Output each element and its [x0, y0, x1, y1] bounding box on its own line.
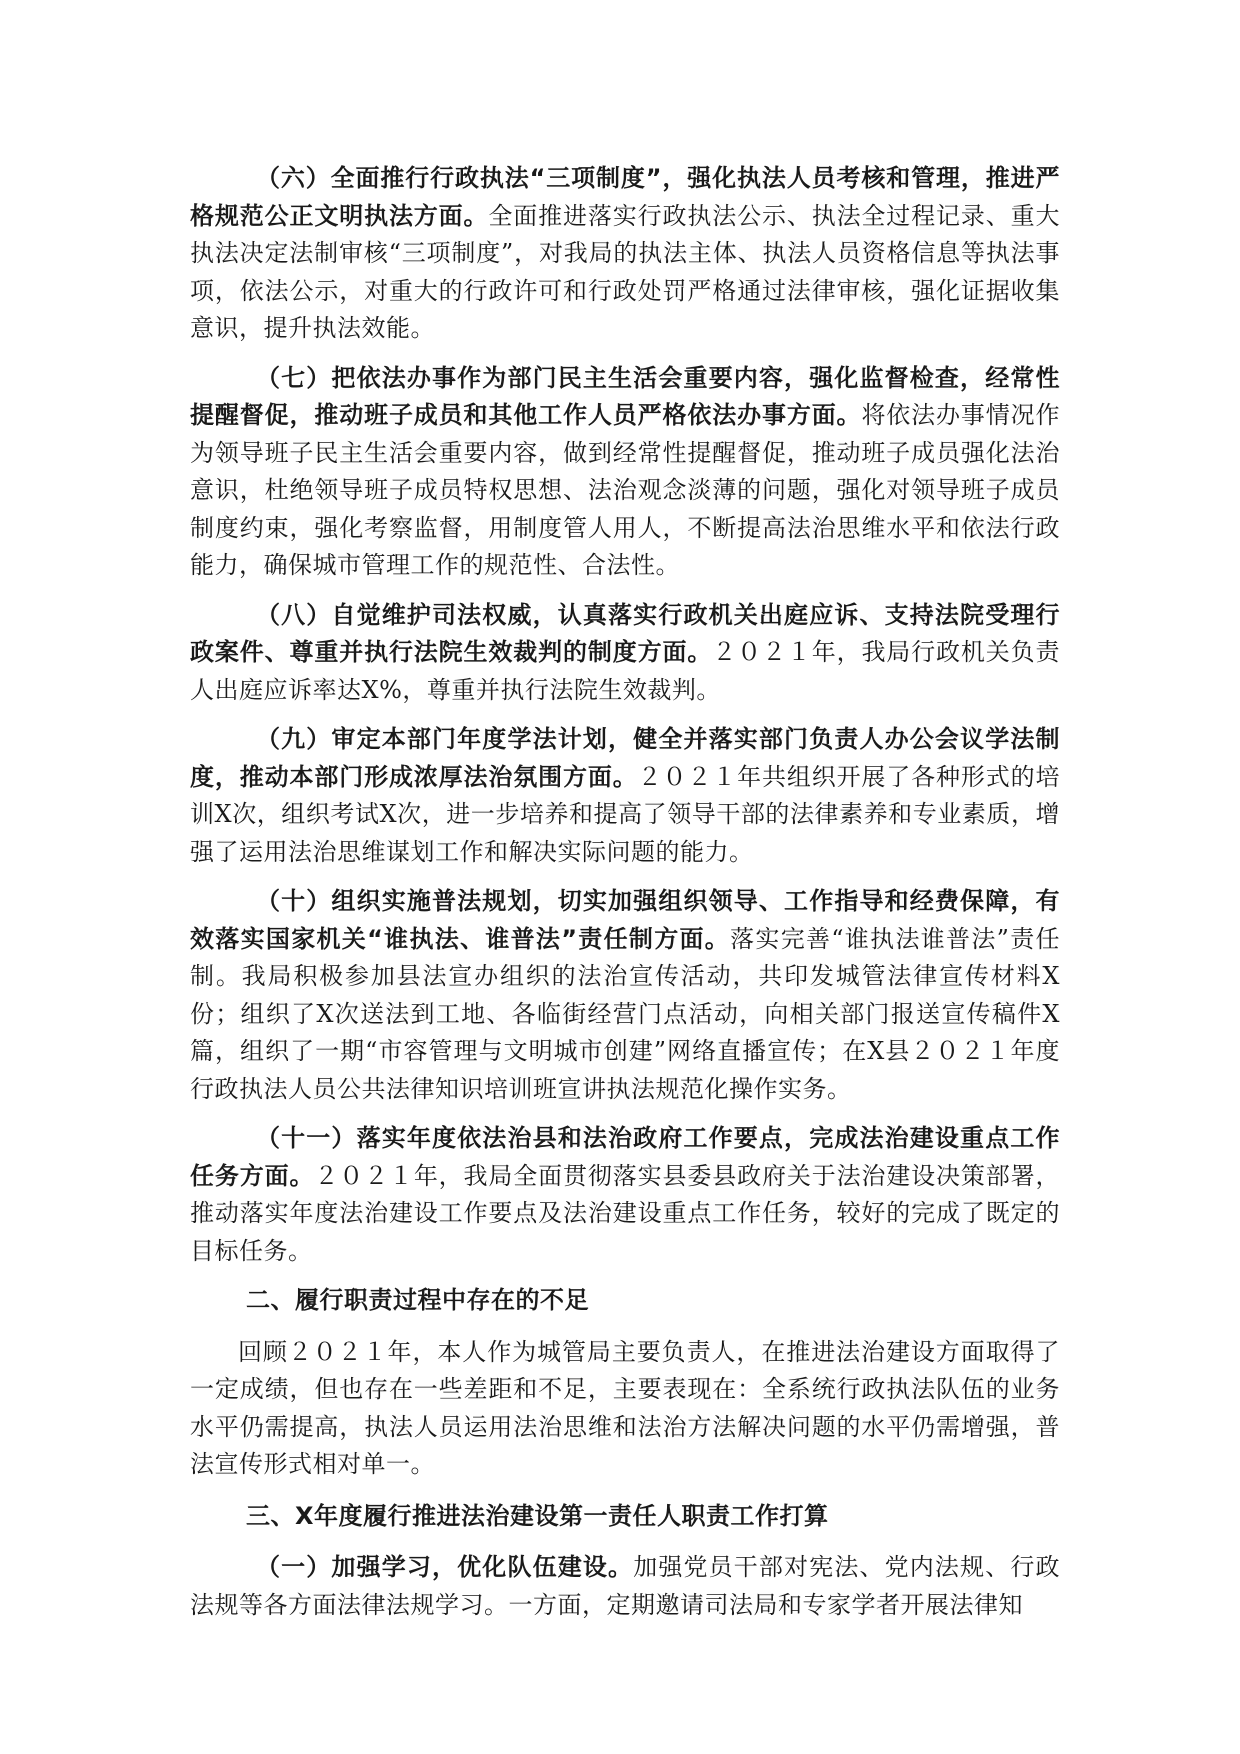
section-10-lead: （十）组织实施普法规划，切实加强组织领导、工作指导和经费保障，有效落实国家机关“谁执法、谁普法”责任制方面。	[190, 887, 1060, 953]
heading-shortcomings: 二、履行职责过程中存在的不足	[246, 1286, 589, 1314]
plan-section-1-lead: （一）加强学习，优化队伍建设。	[256, 1553, 634, 1581]
section-6	[190, 160, 1060, 348]
heading-work-plan: 三、X年度履行推进法治建设第一责任人职责工作打算	[246, 1501, 829, 1530]
section-9-body: ２０２１年共组织开展了各种形式的培训X次，组织考试X次，进一步培养和提高了领导干部的法律素养和专业素质，增强了运用法治思维谋划工作和解决实际问题的能力。	[190, 762, 1061, 866]
section-11	[190, 1120, 1060, 1270]
section-7-lead: （七）把依法办事作为部门民主生活会重要内容，强化监督检查，经常性提醒督促，推动班子成员和其他工作人员严格依法办事方面。	[190, 363, 1060, 429]
plan-section-1	[190, 1549, 1060, 1624]
section-6-body: 全面推进落实行政执法公示、执法全过程记录、重大执法决定法制审核“三项制度”，对我局的执法主体、执法人员资格信息等执法事项，依法公示，对重大的行政许可和行政处罚严格通过法律审核，强化证据收集意识，提升执法效能。	[190, 201, 1061, 342]
document-page	[190, 160, 1060, 1636]
shortcomings-text: 回顾２０２１年，本人作为城管局主要负责人，在推进法治建设方面取得了一定成绩，但也存在一些差距和不足，主要表现在：全系统行政执法队伍的业务水平仍需提高，执法人员运用法治思维和法治方法解决问题的水平仍需增强，普法宣传形式相对单一。	[190, 1337, 1060, 1478]
section-11-lead: （十一）落实年度依法治县和法治政府工作要点，完成法治建设重点工作任务方面。	[190, 1124, 1060, 1190]
section-7	[190, 360, 1060, 585]
plan-section-1-body: 加强党员干部对宪法、党内法规、行政法规等各方面法律法规学习。一方面，定期邀请司法局和专家学者开展法律知	[190, 1553, 1061, 1619]
section-9-lead: （九）审定本部门年度学法计划，健全并落实部门负责人办公会议学法制度，推动本部门形成浓厚法治氛围方面。	[190, 725, 1060, 791]
shortcomings-paragraph	[190, 1334, 1060, 1484]
section-10-body: 落实完善“谁执法谁普法”责任制。我局积极参加县法宣办组织的法治宣传活动，共印发城管法律宣传材料X份；组织了X次送法到工地、各临街经营门点活动，向相关部门报送宣传稿件X篇，组织了一期“市容管理与文明城市创建”网络直播宣传；在X县２０２１年度行政执法人员公共法律知识培训班宣讲执法规范化操作实务。	[190, 924, 1060, 1103]
section-11-body: ２０２１年，我局全面贯彻落实县委县政府关于法治建设决策部署，推动落实年度法治建设工作要点及法治建设重点工作任务，较好的完成了既定的目标任务。	[190, 1161, 1061, 1265]
section-9	[190, 721, 1060, 871]
section-6-lead: （六）全面推行行政执法“三项制度”，强化执法人员考核和管理，推进严格规范公正文明执法方面。	[190, 164, 1060, 230]
section-8-body: ２０２１年，我局行政机关负责人出庭应诉率达X%，尊重并执行法院生效裁判。	[190, 638, 1061, 704]
section-10	[190, 883, 1060, 1108]
section-8	[190, 597, 1060, 710]
section-8-lead: （八）自觉维护司法权威，认真落实行政机关出庭应诉、支持法院受理行政案件、尊重并执行法院生效裁判的制度方面。	[190, 600, 1060, 666]
section-7-body: 将依法办事情况作为领导班子民主生活会重要内容，做到经常性提醒督促，推动班子成员强化法治意识，杜绝领导班子成员特权思想、法治观念淡薄的问题，强化对领导班子成员制度约束，强化考察监督，用制度管人用人，不断提高法治思维水平和依法行政能力，确保城市管理工作的规范性、合法性。	[190, 401, 1061, 579]
